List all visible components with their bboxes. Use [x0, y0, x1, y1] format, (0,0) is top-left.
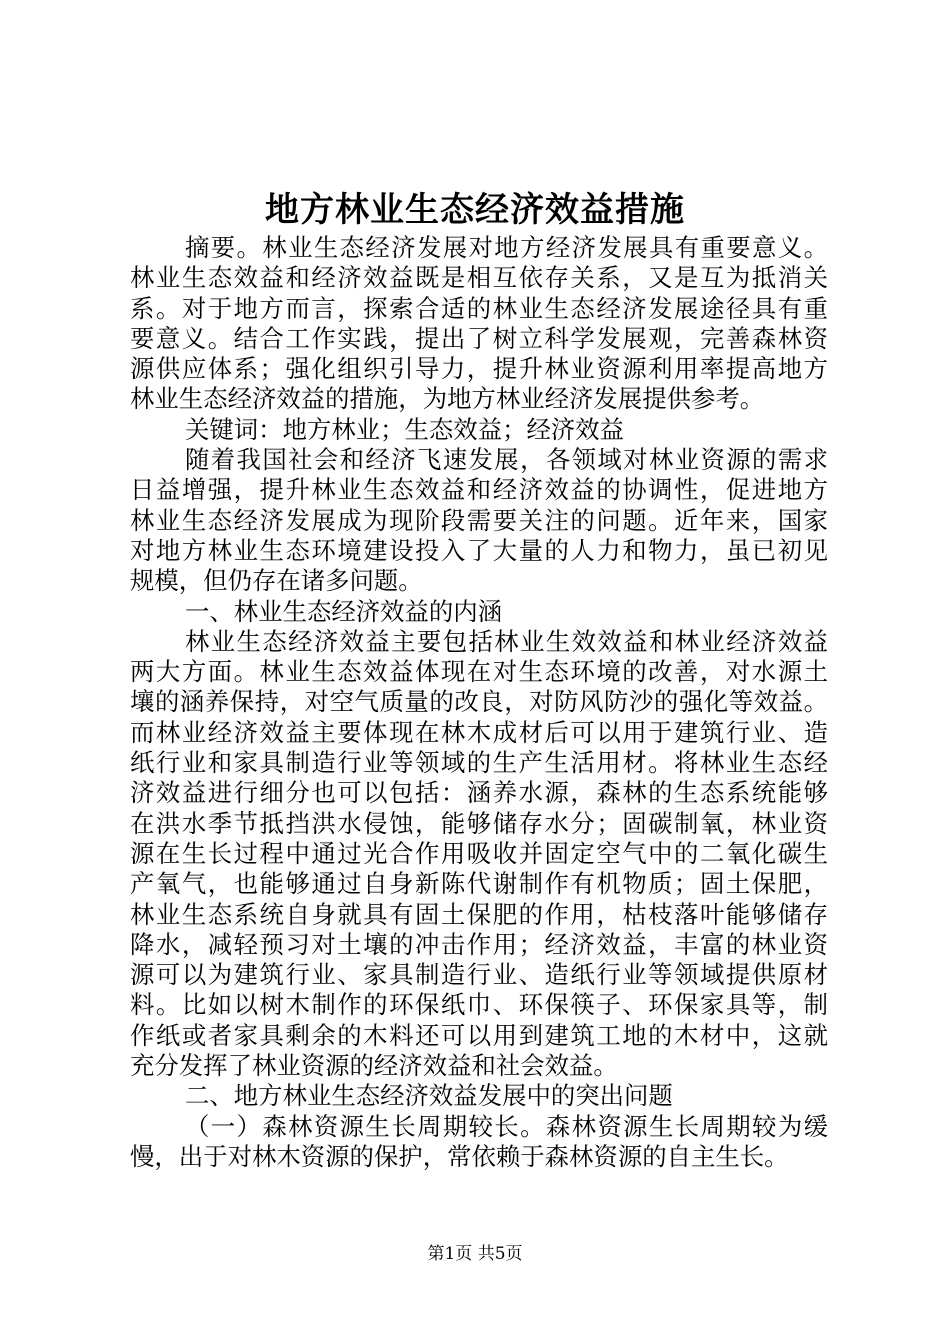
abstract-line: 林业生态经济效益的措施，为地方林业经济发展提供参考。	[130, 384, 765, 414]
paragraph-line: 慢，出于对林木资源的保护，常依赖于森林资源的自主生长。	[130, 1141, 789, 1171]
paragraph-line: 源可以为建筑行业、家具制造行业、造纸行业等领域提供原材	[130, 960, 828, 990]
paragraph-line: 而林业经济效益主要体现在林木成材后可以用于建筑行业、造	[130, 717, 828, 747]
paragraph-line: 料。比如以树木制作的环保纸巾、环保筷子、环保家具等，制	[130, 990, 828, 1020]
paragraph-line: 日益增强，提升林业生态效益和经济效益的协调性，促进地方	[130, 475, 828, 505]
paragraph-line: 源在生长过程中通过光合作用吸收并固定空气中的二氧化碳生	[130, 838, 828, 868]
paragraph-line: 林业生态经济效益主要包括林业生效效益和林业经济效益	[185, 626, 828, 656]
paragraph-line: 林业生态系统自身就具有固土保肥的作用，枯枝落叶能够储存	[130, 899, 828, 929]
paragraph-line: 在洪水季节抵挡洪水侵蚀，能够储存水分；固碳制氧，林业资	[130, 808, 828, 838]
paragraph-line: 充分发挥了林业资源的经济效益和社会效益。	[130, 1051, 618, 1081]
paragraph-line: 作纸或者家具剩余的木料还可以用到建筑工地的木材中，这就	[130, 1020, 828, 1050]
abstract-line: 林业生态效益和经济效益既是相互依存关系，又是互为抵消关	[130, 263, 828, 293]
keywords-line: 关键词：地方林业；生态效益；经济效益	[185, 414, 625, 444]
paragraph-line: 降水，减轻预习对土壤的冲击作用；经济效益，丰富的林业资	[130, 929, 828, 959]
paragraph-line: 随着我国社会和经济飞速发展，各领域对林业资源的需求	[185, 445, 828, 475]
paragraph-line: （一）森林资源生长周期较长。森林资源生长周期较为缓	[185, 1111, 828, 1141]
paragraph-line: 规模，但仍存在诸多问题。	[130, 566, 423, 596]
abstract-line: 系。对于地方而言，探索合适的林业生态经济发展途径具有重	[130, 293, 828, 323]
paragraph-line: 林业生态经济发展成为现阶段需要关注的问题。近年来，国家	[130, 505, 828, 535]
abstract-line: 要意义。结合工作实践，提出了树立科学发展观，完善森林资	[130, 323, 828, 353]
paragraph-line: 济效益进行细分也可以包括：涵养水源，森林的生态系统能够	[130, 778, 828, 808]
page-footer: 第1页 共5页	[427, 1244, 523, 1264]
document-body	[130, 233, 828, 1172]
abstract-line: 源供应体系；强化组织引导力，提升林业资源利用率提高地方	[130, 354, 828, 384]
paragraph-line: 对地方林业生态环境建设投入了大量的人力和物力，虽已初见	[130, 535, 828, 565]
paragraph-line: 两大方面。林业生态效益体现在对生态环境的改善，对水源土	[130, 657, 828, 687]
document-title: 地方林业生态经济效益措施	[265, 190, 685, 230]
paragraph-line: 纸行业和家具制造行业等领域的生产生活用材。将林业生态经	[130, 748, 828, 778]
section-heading: 二、地方林业生态经济效益发展中的突出问题	[185, 1081, 673, 1111]
section-heading: 一、林业生态经济效益的内涵	[185, 596, 503, 626]
abstract-line: 摘要。林业生态经济发展对地方经济发展具有重要意义。	[185, 233, 828, 262]
paragraph-line: 产氧气，也能够通过自身新陈代谢制作有机物质；固土保肥，	[130, 869, 828, 899]
paragraph-line: 壤的涵养保持，对空气质量的改良，对防风防沙的强化等效益。	[130, 687, 828, 717]
